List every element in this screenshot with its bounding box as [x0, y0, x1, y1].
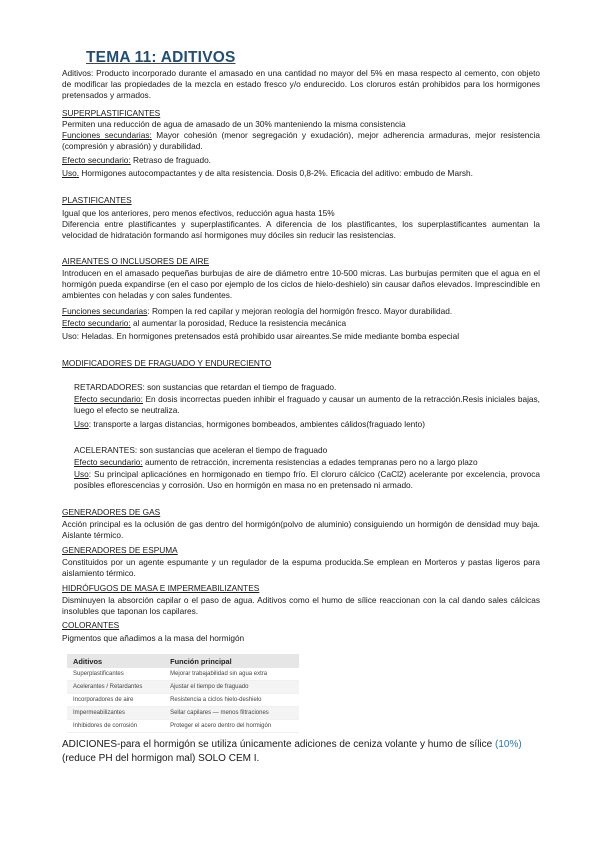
table-row: [67, 720, 299, 733]
table-cell: Ajustar el tiempo de fraguado: [164, 681, 299, 694]
efecto-label: Efecto secundario:: [74, 394, 143, 404]
generadores-espuma-heading: GENERADORES DE ESPUMA: [62, 545, 178, 555]
funciones-label: Funciones secundarias:: [62, 130, 152, 140]
aireantes-funciones: [62, 306, 540, 317]
funciones-text: Mayor cohesión (menor segregación y exudación), mejor adherencia armaduras, mejor resistencia (compresión y abrasión) y durabilidad.: [62, 130, 540, 152]
hidrofugos-heading: HIDRÓFUGOS DE MASA E IMPERMEABILIZANTES: [62, 583, 260, 593]
efecto-text: aumento de retracción, incrementa resistencias a edades tempranas pero no a largo plazo: [142, 457, 478, 467]
adiciones-percentage: (10%): [495, 739, 522, 750]
colorantes-heading: COLORANTES: [62, 620, 120, 630]
adiciones-text-before: ADICIONES-para el hormigón se utiliza únicamente adiciones de ceniza volante y humo de sílice: [62, 739, 495, 750]
aireantes-line1: Introducen en el amasado pequeñas burbujas de aire de diámetro entre 10-500 micras. Las burbujas permiten que el agua en el hormigón pueda expandirse (en el caso por ejemplo de los ciclos de hielo-deshielo) sin causar daños elevados. Imprescindible en ambientes con heladas y con sales fundentes.: [62, 268, 540, 301]
superplastificantes-uso: [62, 168, 540, 179]
plastificantes-heading: PLASTIFICANTES: [62, 195, 132, 205]
efecto-text: En dosis incorrectas pueden inhibir el fraguado y causar un aumento de la retracción.Resis iniciales bajas, luego el efecto se neutraliza.: [74, 394, 540, 416]
aditivos-table: [67, 654, 299, 733]
efecto-text: Retraso de fraguado.: [130, 155, 211, 165]
table-cell: Superplastificantes: [67, 668, 164, 681]
acelerantes-uso: [74, 469, 540, 491]
table-cell: Mejorar trabajabilidad sin agua extra: [164, 668, 299, 681]
page-title: TEMA 11: ADITIVOS: [86, 49, 236, 66]
plastificantes-line1: Igual que los anteriores, pero menos efectivos, reducción agua hasta 15%: [62, 208, 335, 218]
uso-label: Uso.: [62, 168, 80, 178]
table-row: [67, 707, 299, 720]
generadores-espuma-text: Constituidos por un agente espumante y un regulador de la espuma producida.Se emplean en Morteros y pastas ligeros para aislamiento térmico.: [62, 557, 540, 579]
superplastificantes-line1: Permiten una reducción de agua de amasado de un 30% manteniendo la misma consistencia: [62, 119, 406, 129]
uso-label: Uso: [74, 469, 89, 479]
superplastificantes-efecto: [62, 155, 540, 166]
table-cell: Acelerantes / Retardantes: [67, 681, 164, 694]
aireantes-uso: Uso: Heladas. En hormigones pretensados está prohibido usar aireantes.Se mide mediante bomba especial: [62, 331, 460, 341]
efecto-label: Efecto secundario:: [74, 457, 143, 467]
modificadores-heading: MODIFICADORES DE FRAGUADO Y ENDURECIENTO: [62, 358, 272, 368]
generadores-gas-heading: GENERADORES DE GAS: [62, 507, 161, 517]
retardadores-line: RETARDADORES: son sustancias que retardan el tiempo de fraguado.: [74, 382, 337, 392]
adiciones-text-after: (reduce PH del hormigon mal) SOLO CEM I.: [62, 753, 260, 764]
table-header-cell: Función principal: [164, 654, 299, 668]
superplastificantes-funciones: [62, 130, 540, 152]
efecto-label: Efecto secundario:: [62, 155, 131, 165]
acelerantes-efecto: [74, 457, 540, 468]
uso-text: Hormigones autocompactantes y de alta resistencia. Dosis 0,8-2%. Eficacia del aditivo: embudo de Marsh.: [79, 168, 473, 178]
efecto-text: al aumentar la porosidad, Reduce la resistencia mecánica: [130, 318, 347, 328]
aireantes-heading: AIREANTES O INCLUSORES DE AIRE: [62, 256, 210, 266]
table-cell: Resistencia a ciclos hielo-deshielo: [164, 694, 299, 707]
intro-paragraph: Aditivos: Producto incorporado durante el amasado en una cantidad no mayor del 5% en masa respecto al cemento, con objeto de modificar las propiedades de la mezcla en estado fresco y/o endurecido. Los cloruros están prohibidos para los hormigones pretensados y armados.: [62, 68, 540, 101]
table-cell: Proteger el acero dentro del hormigón: [164, 720, 299, 733]
plastificantes-line2: Diferencia entre plastificantes y superplastificantes. A diferencia de los plastificantes, los superplastificantes aumentan la velocidad de hidratación formando así hormigones muy dóciles sin reducir las resistencias.: [62, 219, 540, 241]
table-header-cell: Aditivos: [67, 654, 164, 668]
superplastificantes-heading: SUPERPLASTIFICANTES: [62, 108, 161, 118]
funciones-text: : Rompen la red capilar y mejoran reología del hormigón fresco. Mayor durabilidad.: [147, 306, 453, 316]
uso-text: : transporte a largas distancias, hormigones bombeados, ambientes cálidos(fraguado lento): [88, 419, 425, 429]
table-cell: Inhibidores de corrosión: [67, 720, 164, 733]
acelerantes-line: ACELERANTES: son sustancias que aceleran el tiempo de fraguado: [74, 445, 328, 455]
uso-text: : Su principal aplicaciónes en hormigonado en tiempo frío. El cloruro cálcico (CaCl2) acelerante por excelencia, provoca posibles eflorescencias y corrosión. Uso en hormigón en masa no en pretensado ni armado.: [74, 469, 540, 491]
efecto-label: Efecto secundario:: [62, 318, 131, 328]
table-row: [67, 668, 299, 681]
adiciones-paragraph: [62, 738, 540, 766]
table-cell: Incorporadores de aire: [67, 694, 164, 707]
table-row: [67, 694, 299, 707]
retardadores-efecto: [74, 394, 540, 416]
funciones-label: Funciones secundarias: [62, 306, 148, 316]
table-cell: Impermeabilizantes: [67, 707, 164, 720]
retardadores-uso: [74, 419, 540, 430]
uso-label: Uso: [74, 419, 89, 429]
colorantes-text: Pigmentos que añadimos a la masa del hormigón: [62, 633, 245, 643]
table-header-row: [67, 654, 299, 668]
aireantes-efecto: [62, 318, 540, 329]
generadores-gas-text: Acción principal es la oclusión de gas dentro del hormigón(polvo de aluminio) consiguiendo un hormigón de densidad muy baja. Aislante térmico.: [62, 519, 540, 541]
hidrofugos-text: Disminuyen la absorción capilar o el paso de agua. Aditivos como el humo de sílice reaccionan con la cal dando sales cálcicas insolubles que taponan los capilares.: [62, 595, 540, 617]
table-cell: Sellar capilares — menos filtraciones: [164, 707, 299, 720]
table-row: [67, 681, 299, 694]
